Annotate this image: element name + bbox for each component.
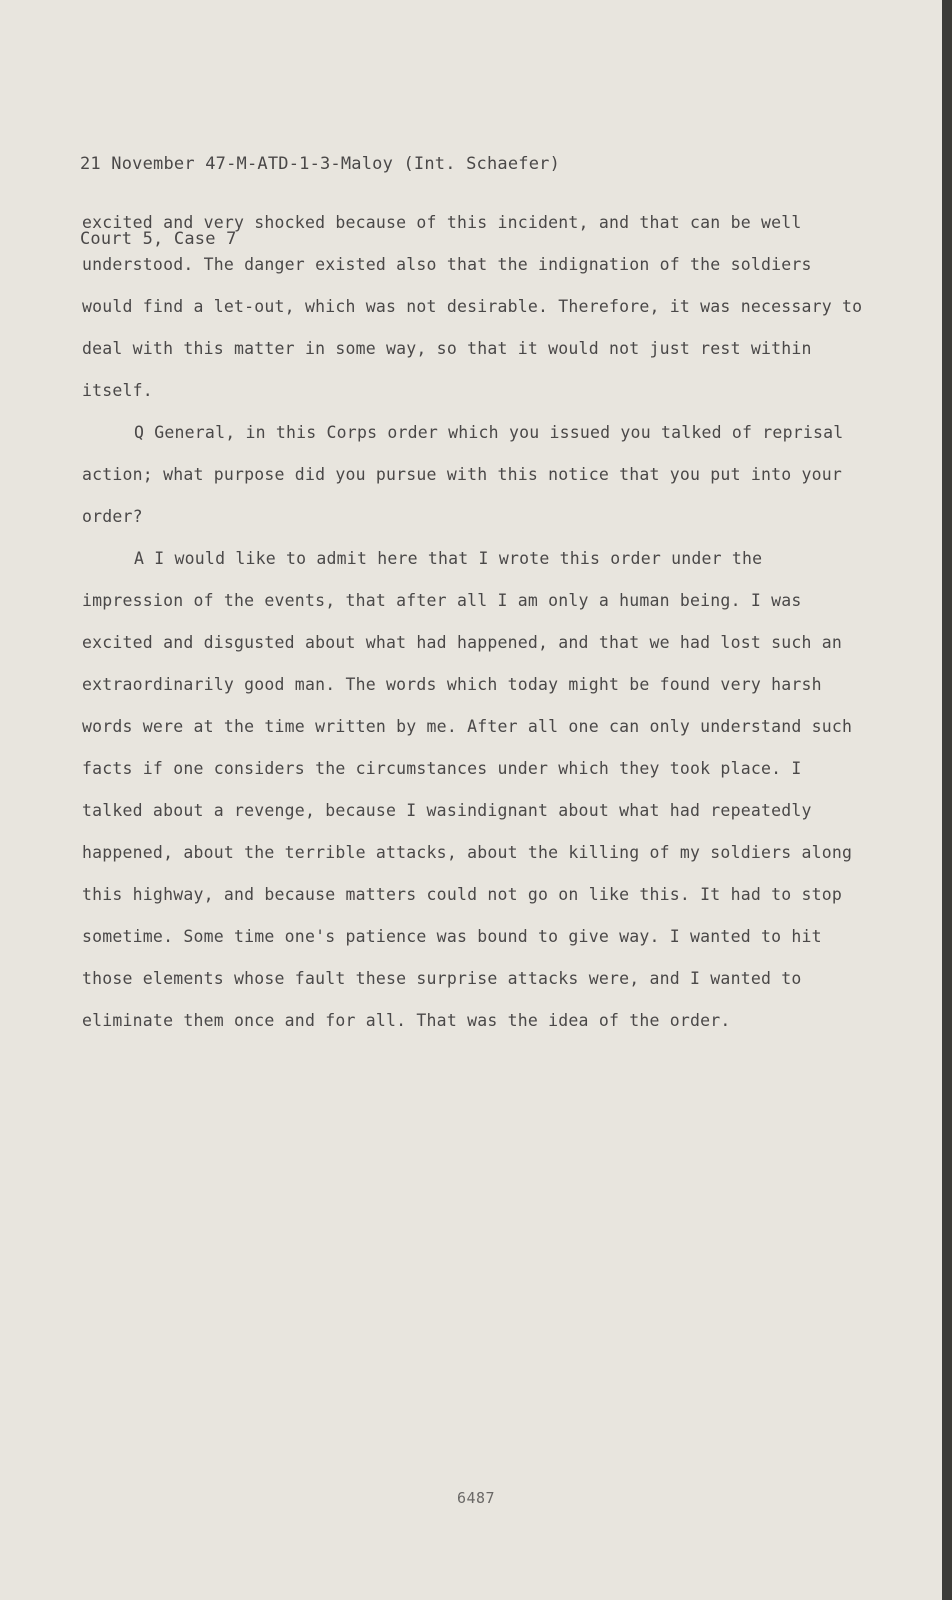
- header-court-line: Court 5, Case 7: [80, 229, 237, 249]
- transcript-paragraph-question: Q General, in this Corps order which you issued you talked of reprisal action; what purpose did you pursue with this notice that you put into your order?: [82, 423, 844, 526]
- page-number: 6487: [456, 1489, 496, 1507]
- transcript-paragraph-answer: A I would like to admit here that I wrote this order under the impression of the events, that after all I am only a human being. I was excited and disgusted about what had happened, and that we had lost such an extraordinarily good man. The words which today might be found very harsh words were at the time written by me. After all one can only understand such facts if one considers the circumstances under which they took place. I talked about a revenge, because I wasindignant about what had repeatedly happened, about the terrible attacks, about the killing of my soldiers along this highway, and because matters could not go on like this. It had to stop sometime. Some time one's patience was bound to give way. I wanted to hit those elements whose fault these surprise attacks were, and I wanted to eliminate them once and for all. That was the idea of the order.: [82, 549, 853, 1030]
- page-edge-shadow: [942, 0, 952, 1600]
- header-reference-line: 21 November 47-M-ATD-1-3-Maloy (Int. Schaefer): [80, 154, 561, 174]
- transcript-body: [82, 202, 872, 1042]
- transcript-paragraph-continuation: excited and very shocked because of this incident, and that can be well understood. The danger existed also that the indignation of the soldiers would find a let-out, which was not desirable. Therefore, it was necessary to deal with this matter in some way, so that it would not just rest within itself.: [82, 213, 863, 400]
